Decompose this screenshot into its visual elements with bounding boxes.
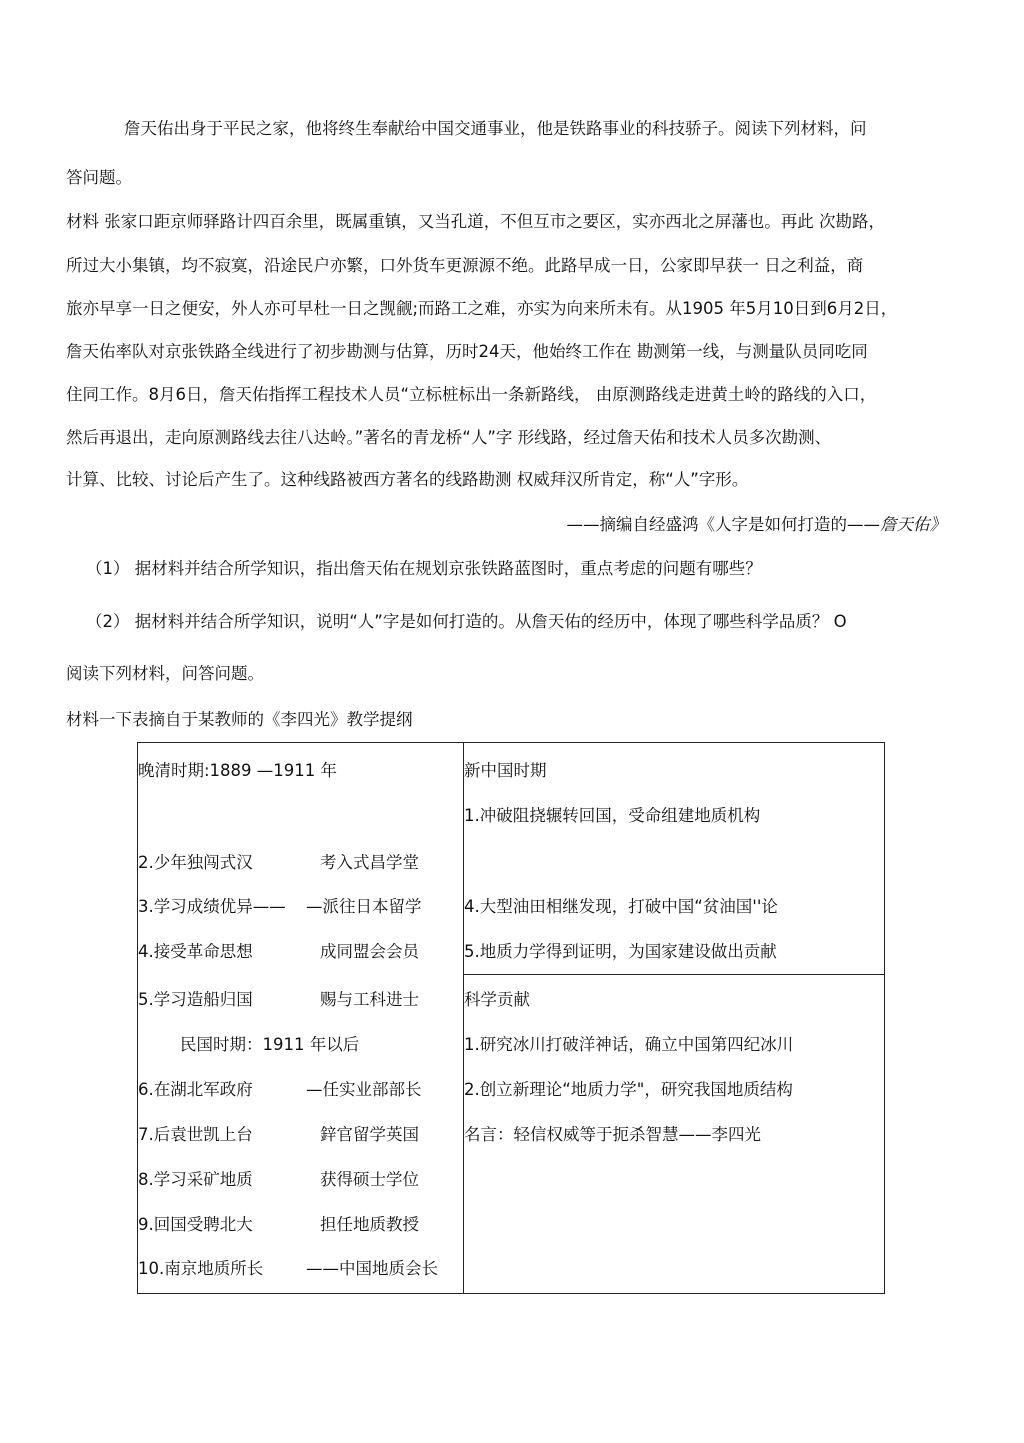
timeline-row [138,1255,438,1279]
material-line: 住同工作。8月6日，詹天佑指挥工程技术人员“立标桩标出一条新路线， 由原测路线走进黄土岭的路线的入口， [66,385,877,404]
material-line: 材料 张家口距京师驿路计四百余里，既属重镇，又当孔道，不但互市之要区，实亦西北之屏藩也。再此 次勘路， [66,212,885,231]
timeline-event: 9.回国受聘北大 [138,1215,253,1234]
passage1-intro-line2: 答问题。 [66,168,132,187]
material-line: 然后再退出，走向原测路线去往八达岭。”著名的青龙桥“人”字 形线路，经过詹天佑和技术人员多次勘测、 [66,428,832,447]
new-china-heading: 新中国时期 [464,761,547,780]
li-siguang-outline-table [137,742,885,1294]
timeline-event: 10.南京地质所长 [138,1259,264,1278]
timeline-row [138,1211,419,1235]
source-citation-prefix: ——摘编自经盛鸿《人字是如何打造的—— [566,515,880,534]
contribution-item: 2.创立新理论“地质力学"，研究我国地质结构 [464,1080,793,1099]
timeline-outcome: 考入式昌学堂 [320,853,419,872]
new-china-item: 5.地质力学得到证明，为国家建设做出贡献 [464,942,777,961]
timeline-outcome: —任实业部部长 [306,1080,422,1099]
question-1: （1） 据材料并结合所学知识，指出詹天佑在规划京张铁路蓝图时，重点考虑的问题有哪些？ [86,559,762,578]
timeline-outcome: 成同盟会会员 [320,942,419,961]
material-line: 旅亦早享一日之便安，外人亦可早杜一日之觊觎;而路工之难，亦实为向来所未有。从1905 年5月10日到6月2日， [66,299,898,318]
passage2-intro: 阅读下列材料，问答问题。 [66,664,264,683]
timeline-outcome: 担任地质教授 [320,1215,419,1234]
timeline-event: 5.学习造船归国 [138,990,253,1009]
question-2: （2） 据材料并结合所学知识，说明“人”字是如何打造的。从詹天佑的经历中，体现了哪些科学品质？ O [86,612,847,631]
republic-heading: 民国时期：1911 年以后 [180,1035,360,1054]
timeline-row [138,938,419,962]
late-qing-heading: 晚清时期:1889 —1911 年 [138,761,338,780]
timeline-event: 8.学习采矿地质 [138,1170,253,1189]
contribution-heading: 科学贡献 [464,990,530,1009]
timeline-row [138,849,419,873]
material-line: 计算、比较、讨论后产生了。这种线路被西方著名的线路勘测 权威拜汉所肯定，称“人”字形。 [66,470,749,489]
timeline-event: 6.在湖北军政府 [138,1080,253,1099]
new-china-cell [464,743,885,975]
timeline-outcome: 赐与工科进士 [320,990,419,1009]
timeline-event: 3.学习成绩优异—— [138,897,286,916]
scientific-contribution-cell [464,975,885,1294]
contribution-item: 1.研究冰川打破洋神话，确立中国第四纪冰川 [464,1035,794,1054]
source-citation [567,511,947,535]
passage1-intro-line1: 詹天佑出身于平民之家，他将终生奉献给中国交通事业，他是铁路事业的科技骄子。阅读下列材料，问 [124,119,867,138]
passage2-material-caption: 材料一下表摘自于某教师的《李四光》教学提纲 [66,710,413,729]
timeline-row [138,1166,419,1190]
timeline-row [138,893,422,917]
timeline-outcome: 鋅官留学英国 [320,1125,419,1144]
timeline-outcome: —派往日本留学 [306,897,422,916]
left-column-cell [138,743,464,1294]
source-citation-italic: 詹天佑》 [880,515,946,534]
timeline-event: 4.接受革命思想 [138,942,253,961]
timeline-outcome: ——中国地质会长 [306,1259,438,1278]
new-china-item: 4.大型油田相继发现，打破中国“贫油国''论 [464,897,778,916]
new-china-item: 1.冲破阻挠辗转回国，受命组建地质机构 [464,806,761,825]
material-line: 詹天佑率队对京张铁路全线进行了初步勘测与估算，历时24天，他始终工作在 勘测第一线，与测量队员同吃同 [66,342,868,361]
timeline-row [138,1076,422,1100]
material-line: 所过大小集镇，均不寂寞，沿途民户亦繁，口外货车更源源不绝。此路早成一日，公家即早获一 日之利益，商 [66,256,864,275]
timeline-row [138,986,419,1010]
timeline-event: 7.后袁世凯上台 [138,1125,253,1144]
famous-quote: 名言：轻信权威等于扼杀智慧——李四光 [464,1125,761,1144]
timeline-outcome: 获得硕士学位 [320,1170,419,1189]
timeline-row [138,1121,419,1145]
timeline-event: 2.少年独闯式汉 [138,853,253,872]
